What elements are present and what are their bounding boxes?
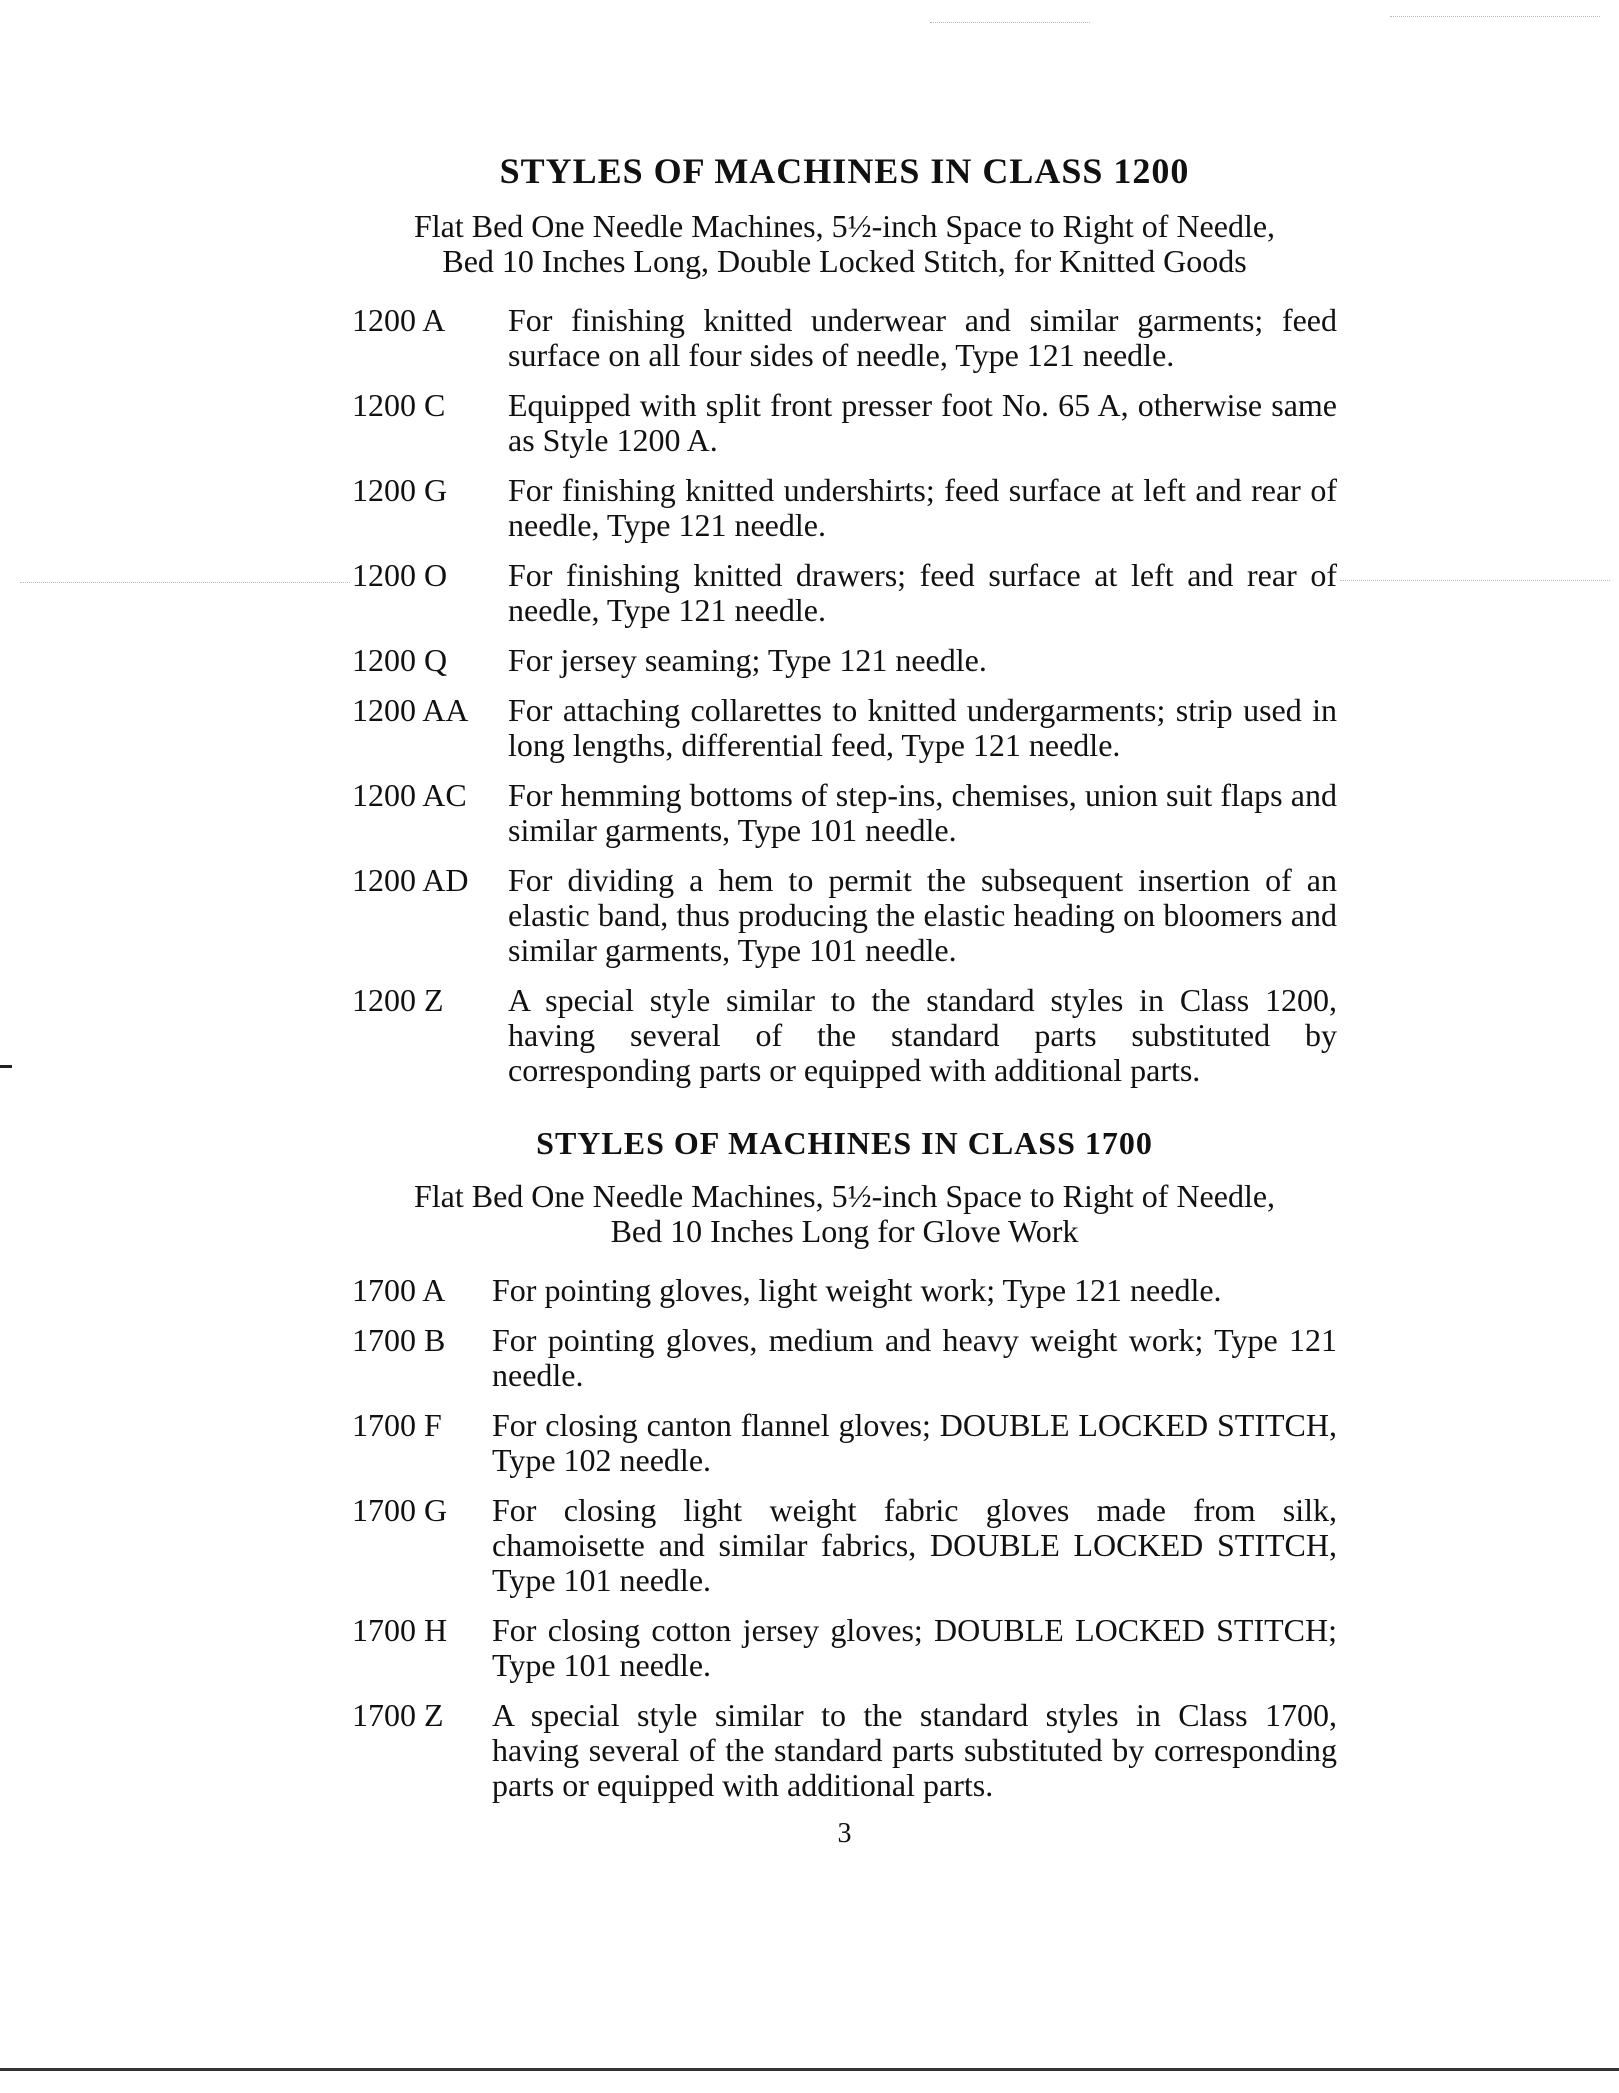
style-description: For finishing knitted undershirts; feed surface at left and rear of needle, Type 121 needle. bbox=[508, 472, 1337, 544]
scan-artifact-top-right bbox=[1390, 16, 1600, 17]
style-entry bbox=[352, 643, 1337, 678]
style-code: 1200 AD bbox=[352, 862, 469, 899]
style-entry bbox=[352, 388, 1337, 458]
style-code: 1700 F bbox=[352, 1406, 442, 1443]
scan-artifact-right bbox=[1340, 580, 1610, 581]
style-description: For attaching collarettes to knitted undergarments; strip used in long lengths, differential feed, Type 121 needle. bbox=[508, 692, 1337, 764]
scan-artifact-left bbox=[20, 582, 350, 583]
subtitle-line: Bed 10 Inches Long for Glove Work bbox=[610, 1212, 1079, 1249]
section-class-1700 bbox=[352, 1124, 1337, 1802]
style-description: Equipped with split front presser foot No. 65 A, otherwise same as Style 1200 A. bbox=[508, 387, 1337, 459]
page-number: 3 bbox=[837, 1817, 852, 1849]
style-code: 1200 AC bbox=[352, 777, 467, 814]
subtitle-line: Flat Bed One Needle Machines, 5½-inch Space to Right of Needle, bbox=[413, 1177, 1276, 1214]
page-bottom-edge bbox=[0, 2068, 1619, 2071]
style-code: 1200 AA bbox=[352, 692, 469, 729]
style-code: 1200 G bbox=[352, 472, 448, 509]
style-description: A special style similar to the standard styles in Class 1700, having several of the standard parts substituted by corresponding parts or equipped with additional parts. bbox=[492, 1696, 1337, 1803]
style-code: 1200 O bbox=[352, 557, 448, 594]
style-description: For pointing gloves, medium and heavy weight work; Type 121 needle. bbox=[492, 1321, 1337, 1393]
margin-mark bbox=[0, 1065, 12, 1068]
style-list-1700 bbox=[352, 1273, 1337, 1803]
style-entry bbox=[352, 693, 1337, 763]
section-subtitle-1700 bbox=[352, 1179, 1337, 1249]
style-code: 1700 G bbox=[352, 1491, 448, 1528]
subtitle-line: Flat Bed One Needle Machines, 5½-inch Space to Right of Needle, bbox=[413, 208, 1276, 245]
section-subtitle-1200 bbox=[352, 209, 1337, 279]
style-description: For closing light weight fabric gloves made from silk, chamoisette and similar fabrics, DOUBLE LOCKED STITCH, Type 101 needle. bbox=[492, 1491, 1337, 1598]
style-code: 1700 B bbox=[352, 1321, 446, 1358]
style-entry bbox=[352, 778, 1337, 848]
style-entry bbox=[352, 558, 1337, 628]
style-description: A special style similar to the standard styles in Class 1200, having several of the standard parts substituted by corresponding parts or equipped with additional parts. bbox=[508, 982, 1337, 1089]
style-description: For closing cotton jersey gloves; DOUBLE LOCKED STITCH; Type 101 needle. bbox=[492, 1611, 1337, 1683]
style-entry bbox=[352, 1323, 1337, 1393]
style-description: For dividing a hem to permit the subsequent insertion of an elastic band, thus producing the elastic heading on bloomers and similar garments, Type 101 needle. bbox=[508, 862, 1337, 969]
style-code: 1700 A bbox=[352, 1271, 446, 1308]
style-code: 1700 Z bbox=[352, 1696, 444, 1733]
style-description: For closing canton flannel gloves; DOUBLE LOCKED STITCH, Type 102 needle. bbox=[492, 1406, 1337, 1478]
subtitle-line: Bed 10 Inches Long, Double Locked Stitch, for Knitted Goods bbox=[442, 243, 1247, 280]
style-entry bbox=[352, 1273, 1337, 1308]
style-entry bbox=[352, 303, 1337, 373]
style-entry bbox=[352, 863, 1337, 968]
section-class-1200 bbox=[352, 150, 1337, 1088]
section-heading-1700: STYLES OF MACHINES IN CLASS 1700 bbox=[536, 1125, 1153, 1162]
style-entry bbox=[352, 1408, 1337, 1478]
style-code: 1200 C bbox=[352, 387, 446, 424]
scan-artifact-top bbox=[930, 22, 1090, 23]
style-entry bbox=[352, 1698, 1337, 1803]
document-page bbox=[352, 150, 1337, 1850]
style-code: 1700 H bbox=[352, 1611, 448, 1648]
style-list-1200 bbox=[352, 303, 1337, 1088]
style-description: For jersey seaming; Type 121 needle. bbox=[508, 642, 987, 679]
style-description: For finishing knitted underwear and similar garments; feed surface on all four sides of needle, Type 121 needle. bbox=[508, 302, 1337, 374]
style-entry bbox=[352, 1493, 1337, 1598]
section-heading-1200: STYLES OF MACHINES IN CLASS 1200 bbox=[499, 151, 1190, 191]
style-description: For pointing gloves, light weight work; Type 121 needle. bbox=[492, 1271, 1222, 1308]
style-entry bbox=[352, 473, 1337, 543]
style-code: 1200 Z bbox=[352, 982, 444, 1019]
style-code: 1200 Q bbox=[352, 642, 448, 679]
style-description: For finishing knitted drawers; feed surface at left and rear of needle, Type 121 needle. bbox=[508, 557, 1337, 629]
style-code: 1200 A bbox=[352, 302, 446, 339]
style-entry bbox=[352, 983, 1337, 1088]
style-entry bbox=[352, 1613, 1337, 1683]
style-description: For hemming bottoms of step-ins, chemises, union suit flaps and similar garments, Type 101 needle. bbox=[508, 777, 1337, 849]
